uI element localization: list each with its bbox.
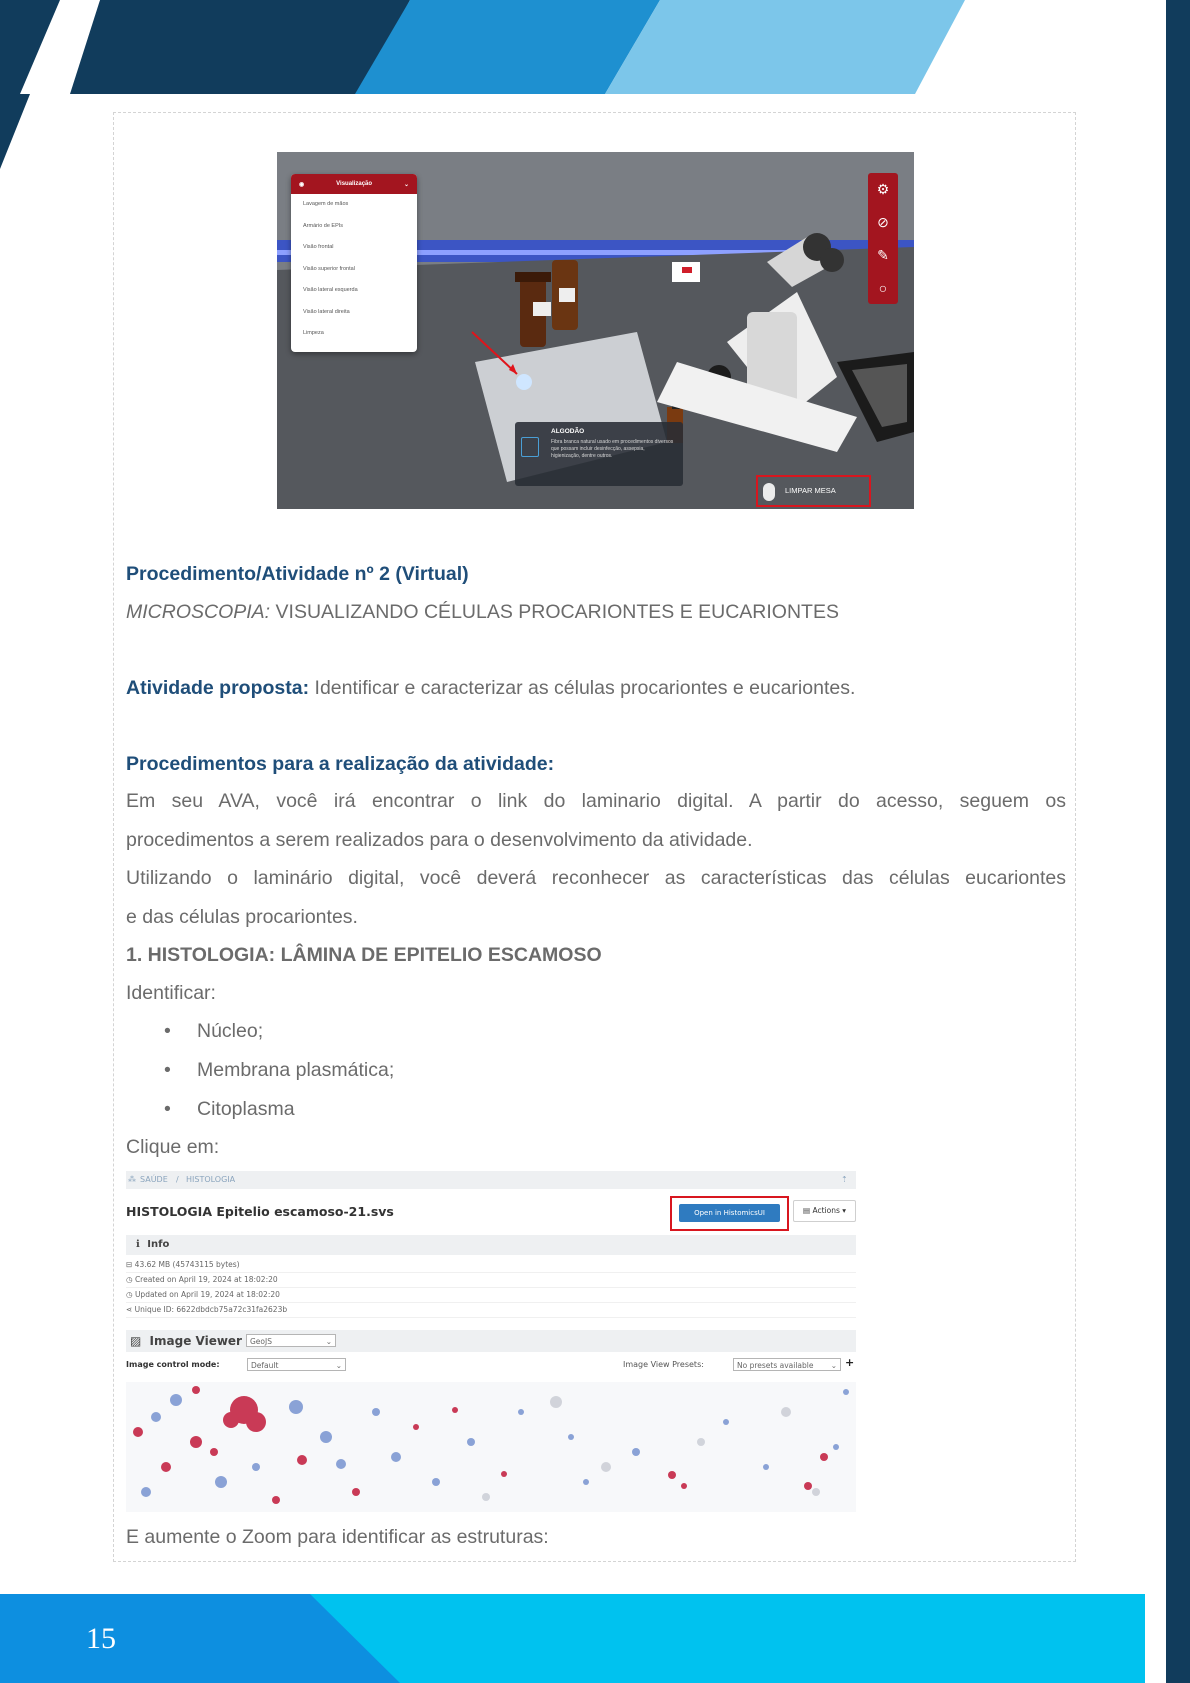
menu-item-cleaning[interactable]: Limpeza bbox=[303, 330, 324, 336]
control-mode-value: Default bbox=[251, 1361, 279, 1370]
zoom-instruction: E aumente o Zoom para identificar as estruturas: bbox=[126, 1526, 549, 1548]
lab-simulation-screenshot bbox=[277, 152, 914, 509]
click-label: Clique em: bbox=[126, 1136, 220, 1158]
slide-viewer-screenshot bbox=[126, 1171, 856, 1512]
breadcrumb-separator: / bbox=[176, 1175, 179, 1184]
proposal-text: Identificar e caracterizar as células procariontes e eucariontes. bbox=[309, 677, 856, 699]
book-icon bbox=[521, 437, 539, 457]
clear-table-button[interactable] bbox=[756, 475, 871, 507]
proposal-line bbox=[126, 677, 855, 700]
menu-item-epi-cabinet[interactable]: Armário de EPIs bbox=[303, 222, 344, 229]
edit-icon[interactable]: ✎ bbox=[877, 246, 889, 263]
paragraph-1-line-2: procedimentos a serem realizados para o desenvolvimento da atividade. bbox=[126, 829, 753, 851]
viewer-engine-value: GeoJS bbox=[250, 1337, 272, 1346]
menu-item-left-view[interactable]: Visão lateral esquerda bbox=[303, 287, 358, 293]
menu-item-right-view[interactable]: Visão lateral direita bbox=[303, 308, 350, 315]
add-preset-button[interactable]: + bbox=[845, 1356, 855, 1369]
open-in-histomics-button[interactable]: Open in HistomicsUI bbox=[679, 1204, 780, 1222]
paragraph-2-line-1: Utilizando o laminário digital, você deverá reconhecer as características das células eucariontes bbox=[126, 867, 1066, 889]
info-updated: Updated on April 19, 2024 at 18:02:20 bbox=[134, 1290, 280, 1299]
info-row-id bbox=[126, 1303, 856, 1318]
activity-heading: Procedimento/Atividade nº 2 (Virtual) bbox=[126, 563, 469, 585]
footer-band bbox=[0, 1594, 1145, 1683]
info-size: 43.62 MB (45743115 bytes) bbox=[134, 1260, 240, 1269]
page-number: 15 bbox=[86, 1622, 116, 1655]
visualization-menu-title: Visualização bbox=[336, 181, 373, 187]
info-unique-id: Unique ID: 6622dbdcb75a72c31fa2623b bbox=[134, 1305, 288, 1314]
identify-label: Identificar: bbox=[126, 982, 216, 1004]
image-icon: ▨ bbox=[130, 1334, 142, 1348]
clock-icon: ◷ bbox=[126, 1290, 135, 1299]
chevron-down-icon: ⌄ bbox=[325, 1337, 332, 1346]
hdd-icon: ⊟ bbox=[126, 1260, 135, 1269]
chevron-down-icon: ⌄ bbox=[830, 1361, 837, 1370]
slide-title: HISTOLOGIA Epitelio escamoso-21.svs bbox=[126, 1204, 394, 1219]
control-mode-select[interactable] bbox=[247, 1358, 346, 1371]
bullet-item-nucleus: Núcleo; bbox=[197, 1020, 264, 1042]
chevron-down-icon: ⌄ bbox=[335, 1361, 342, 1370]
info-row-updated bbox=[126, 1288, 856, 1303]
info-row-created bbox=[126, 1273, 856, 1288]
breadcrumb-item-histology[interactable]: HISTOLOGIA bbox=[186, 1175, 236, 1184]
visualization-menu-header[interactable] bbox=[291, 174, 417, 194]
right-sidebar-bar bbox=[1166, 0, 1190, 1683]
cotton-info-card bbox=[515, 422, 683, 486]
breadcrumb-item-health[interactable]: SAÚDE bbox=[140, 1175, 168, 1184]
menu-item-front-view[interactable]: Visão frontal bbox=[303, 244, 334, 250]
bullet-item-membrane: Membrana plasmática; bbox=[197, 1059, 395, 1081]
control-mode-label: Image control mode: bbox=[126, 1360, 220, 1369]
presets-label: Image View Presets: bbox=[623, 1360, 704, 1369]
visualization-dropdown-menu[interactable] bbox=[291, 174, 417, 352]
menu-item-hand-washing[interactable]: Lavagem de mãos bbox=[303, 201, 349, 207]
bullet-icon: • bbox=[164, 1020, 171, 1042]
clock-icon: ◷ bbox=[126, 1275, 135, 1284]
open-button-highlight bbox=[670, 1196, 789, 1231]
procedures-heading: Procedimentos para a realização da atividade: bbox=[126, 753, 555, 775]
info-header-label: Info bbox=[147, 1239, 170, 1250]
eye-icon: ◉ bbox=[299, 181, 305, 188]
cotton-description: Fibra branca natural usado em procedimentos diversos que possam incluir desinfecção, assepsia, higienização, dentre outros. bbox=[551, 439, 674, 459]
share-icon: ⋖ bbox=[126, 1305, 135, 1314]
bullet-icon: • bbox=[164, 1059, 171, 1081]
item-1-title: 1. HISTOLOGIA: LÂMINA DE EPITELIO ESCAMOSO bbox=[126, 944, 602, 966]
bullet-icon: • bbox=[164, 1098, 171, 1120]
subtitle-italic: MICROSCOPIA: bbox=[126, 601, 271, 623]
mouse-icon bbox=[763, 483, 775, 501]
cotton-title: ALGODÃO bbox=[551, 428, 585, 435]
circle-icon[interactable]: ○ bbox=[878, 279, 888, 296]
upload-icon[interactable]: ⇡ bbox=[841, 1175, 848, 1184]
info-section-header bbox=[126, 1235, 856, 1255]
image-viewer-label: Image Viewer bbox=[149, 1334, 242, 1348]
info-icon: ℹ bbox=[136, 1239, 140, 1250]
breadcrumb bbox=[126, 1171, 856, 1189]
left-stripe-decoration bbox=[0, 94, 40, 184]
paragraph-2-line-2: e das células procariontes. bbox=[126, 906, 358, 928]
actions-label: Actions bbox=[812, 1206, 840, 1215]
caret-down-icon: ▾ bbox=[839, 1206, 847, 1215]
presets-value: No presets available bbox=[737, 1361, 814, 1370]
image-viewer-header bbox=[126, 1330, 856, 1352]
presets-select[interactable] bbox=[733, 1358, 841, 1371]
bullet-item-cytoplasm: Citoplasma bbox=[197, 1098, 295, 1120]
subtitle-rest: VISUALIZANDO CÉLULAS PROCARIONTES E EUCARIONTES bbox=[270, 601, 839, 623]
file-icon: ▤ bbox=[802, 1206, 813, 1215]
activity-subtitle bbox=[126, 601, 839, 624]
top-banner bbox=[0, 0, 1166, 94]
actions-button[interactable] bbox=[793, 1200, 856, 1222]
lab-side-toolbar bbox=[868, 173, 898, 304]
paragraph-1-line-1: Em seu AVA, você irá encontrar o link do laminario digital. A partir do acesso, seguem os bbox=[126, 790, 1066, 812]
sitemap-icon: ⁂ bbox=[128, 1175, 136, 1184]
viewer-engine-select[interactable] bbox=[246, 1334, 336, 1347]
histology-slide-image[interactable] bbox=[126, 1382, 856, 1512]
info-row-size bbox=[126, 1258, 856, 1273]
gear-icon[interactable]: ⚙ bbox=[876, 181, 890, 198]
info-created: Created on April 19, 2024 at 18:02:20 bbox=[134, 1275, 278, 1284]
chevron-down-icon: ⌄ bbox=[403, 181, 409, 188]
clear-table-label: LIMPAR MESA bbox=[785, 486, 836, 495]
proposal-label: Atividade proposta: bbox=[126, 677, 310, 699]
menu-item-top-front-view[interactable]: Visão superior frontal bbox=[303, 265, 355, 272]
alert-icon[interactable]: ⊘ bbox=[877, 214, 889, 231]
